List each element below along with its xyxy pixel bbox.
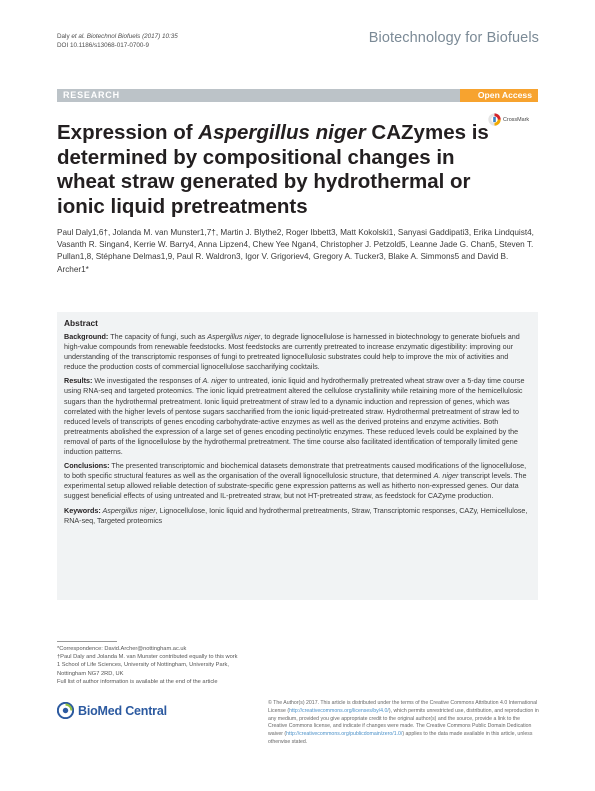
title-part-2: CAZymes is determined by compositional changes in wheat straw generated by hydrothermal or ionic liquid pretreatments xyxy=(57,121,489,218)
license-text xyxy=(268,700,539,747)
results-text-b: to untreated, ionic liquid and hydrothermally pretreated wheat straw over a 5-day time course using RNA-seq and targeted proteomics. The ionic liquid pretreatment altered the cellulose crystallinity while retaining more of the hemicellulosic sugars than the hydrothermal pretreatment. Ionic liquid pretreatment of straw led to a dynamic induction and repression of genes, which was correlated with the higher levels of pentose sugars saccharified from the ionic liquid-pretreated straw. Hydrothermal pretreatment of straw led to reduced levels of transcripts of genes encoding carbohydrate-active enzymes as well as the derived proteins and enzyme activities. Both pretreatments abolished the expression of a large set of genes encoding pectinolytic enzymes. These reduced levels could be explained by the removal of parts of the lignocellulose by the hydrothermal pretreatment. The time course also facilitated identification of temporally limited gene induction patterns. xyxy=(64,376,525,457)
background-species: Aspergillus niger xyxy=(207,332,261,341)
license-link-cc0[interactable]: http://creativecommons.org/publicdomain/zero/1.0/ xyxy=(286,731,403,738)
author-list: Paul Daly1,6†, Jolanda M. van Munster1,7†, Martin J. Blythe2, Roger Ibbett3, Matt Kokolski1, Sanyasi Gaddipati3, Erika Lindquist4, Vasanth R. Singan4, Kerrie W. Barry4, Anna Lipzen4, Chew Yee Ngan4, Christopher J. Petzold5, Leanne Jade G. Chan5, Steven T. Pullan1,8, Stéphane Delmas1,9, Paul R. Waldron3, Igor V. Grigoriev4, Gregory A. Tucker3, Blake A. Simmons5 and David B. Archer1* xyxy=(57,228,534,274)
license-text-c: ) applies to the data made available in this article, unless otherwise stated. xyxy=(268,731,533,745)
abstract-conclusions xyxy=(64,461,531,501)
title-species: Aspergillus niger xyxy=(198,121,366,144)
research-label: RESEARCH xyxy=(57,89,460,102)
abstract-keywords xyxy=(64,506,531,526)
author-info-line: Full list of author information is available at the end of the article xyxy=(57,678,218,685)
journal-name: Biotechnology for Biofuels xyxy=(368,30,539,46)
doi[interactable]: DOI 10.1186/s13068-017-0700-9 xyxy=(57,42,149,49)
publisher-logo[interactable] xyxy=(57,702,167,719)
license-text-b: ), which permits unrestricted use, distribution, and reproduction in any medium, provided you give appropriate credit to the original author(s) and the source, provide a link to the Creative Commons license, and indicate if changes were made. The Creative Commons Public Domain Dedication waiver ( xyxy=(268,707,539,738)
keywords-label: Keywords: xyxy=(64,505,101,515)
abstract-box xyxy=(57,312,538,600)
article-title xyxy=(57,121,497,219)
license-text-a: © The Author(s) 2017. This article is distributed under the terms of the Creative Commons Attribution 4.0 International License ( xyxy=(268,700,538,714)
footnote-rule xyxy=(57,641,117,642)
citation-journal: et al. Biotechnol Biofuels (2017) 10:35 xyxy=(71,33,178,40)
conclusions-text-b: transcript levels. The experimental setup allowed reliable detection of substrate-specific gene expression patterns as well as hitherto non-expressed genes. Our data suggest beneficial effects of using untreated and IL-pretreated straw, but not HT-pretreated straw, as feedstock for CAZyme production. xyxy=(64,471,527,501)
keywords-text: , Lignocellulose, Ionic liquid and hydrothermal pretreatments, Straw, Transcriptomic responses, CAZy, Hemicellulose, RNA-seq, Targeted proteomics xyxy=(64,505,528,525)
footnotes xyxy=(57,645,317,686)
publisher-name: BioMed Central xyxy=(78,703,167,718)
keywords-species: Aspergillus niger xyxy=(100,505,156,515)
correspondence-line[interactable]: *Correspondence: David.Archer@nottingham.ac.uk xyxy=(57,646,187,652)
citation-block xyxy=(57,32,178,50)
article-type-band xyxy=(57,89,538,102)
license-link-cc-by[interactable]: http://creativecommons.org/licenses/by/4.0/ xyxy=(289,707,389,714)
crossmark-label: CrossMark xyxy=(503,116,530,123)
abstract-background xyxy=(64,332,531,372)
conclusions-species: A. niger xyxy=(433,471,459,481)
abstract-results xyxy=(64,376,531,457)
affiliation-line-2: Nottingham NG7 2RD, UK xyxy=(57,670,124,677)
biomed-central-icon xyxy=(57,702,74,719)
title-part-1: Expression of xyxy=(57,121,199,144)
results-text-a: We investigated the responses of xyxy=(92,376,203,386)
affiliation-line-1: 1 School of Life Sciences, University of Nottingham, University Park, xyxy=(57,662,229,669)
background-text-a: The capacity of fungi, such as xyxy=(108,332,208,341)
citation-authors: Daly xyxy=(57,33,72,40)
equal-contribution-line: †Paul Daly and Jolanda M. van Munster contributed equally to this work xyxy=(57,654,238,661)
background-label: Background: xyxy=(64,332,109,341)
abstract-heading: Abstract xyxy=(64,318,98,328)
open-access-label: Open Access xyxy=(460,89,538,102)
results-species: A. niger xyxy=(202,376,228,386)
results-label: Results: xyxy=(64,376,93,386)
conclusions-text-a: The presented transcriptomic and biochemical datasets demonstrate that pretreatments caused modifications of the lignocellulose, to both specific structural features as well as the organisation of the overall lignocellulosic structure, that determined xyxy=(64,461,527,481)
background-text-b: , to degrade lignocellulose is harnessed in biotechnology to generate biofuels and high-value compounds from renewable feedstocks. Most feedstocks are currently pretreated to increase enzymatic digestibility: improving our understanding of the transcriptomic responses of fungi to pretreated lignocellulosic substrates could help to improve the mix of activities and reduce the production costs of commercial lignocellulose saccharifying cocktails. xyxy=(64,332,520,372)
conclusions-label: Conclusions: xyxy=(64,461,110,471)
